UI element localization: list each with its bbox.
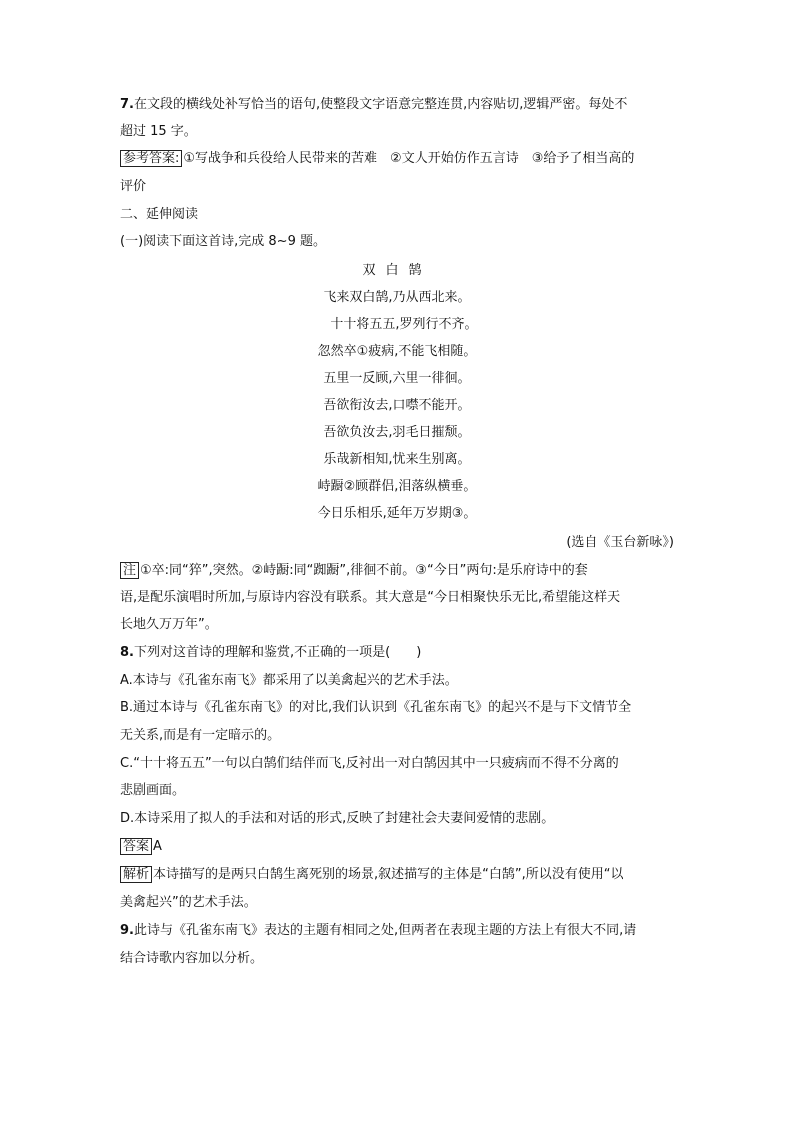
q8-number: 8.	[120, 645, 134, 660]
section-heading: 二、延伸阅读	[120, 207, 199, 222]
poem-line: 飞来双白鹄,乃从西北来。	[323, 290, 471, 305]
notes-line1	[120, 562, 680, 580]
q7-answer-line1	[120, 150, 680, 168]
q7-stem-line2: 超过 15 字。	[120, 124, 197, 139]
q7-number: 7.	[120, 97, 134, 112]
q8-stem-text: 下列对这首诗的理解和鉴赏,不正确的一项是( )	[133, 645, 422, 660]
reading-instruction: (一)阅读下面这首诗,完成 8~9 题。	[120, 234, 326, 249]
q8-analysis-line1	[120, 866, 680, 884]
poem-line: 乐哉新相知,忧来生别离。	[323, 452, 471, 467]
poem-source: (选自《玉台新咏》)	[566, 535, 674, 550]
q9-number: 9.	[120, 923, 134, 938]
analysis-text-line1: 本诗描写的是两只白鹄生离死别的场景,叙述描写的主体是“白鹄”,所以没有使用“以	[153, 867, 624, 882]
q7-answer-text-line1: ①写战争和兵役给人民带来的苦难 ②文人开始仿作五言诗 ③给予了相当高的	[183, 151, 635, 166]
notes-label: 注	[120, 562, 139, 579]
q8-analysis-line2: 美禽起兴”的艺术手法。	[120, 895, 257, 910]
q8-option-c-line1: C.“十十将五五”一句以白鹄们结伴而飞,反衬出一对白鹄因其中一只疲病而不得不分离的	[120, 756, 619, 771]
notes-text-line2: 语,是配乐演唱时所加,与原诗内容没有联系。其大意是“今日相聚快乐无比,希望能这样天	[120, 590, 621, 605]
q8-stem	[120, 644, 680, 662]
q7-answer-line2: 评价	[120, 179, 147, 194]
q9-stem-line2: 结合诗歌内容加以分析。	[120, 951, 264, 966]
q8-option-a: A.本诗与《孔雀东南飞》都采用了以美禽起兴的艺术手法。	[120, 673, 458, 688]
q8-answer	[120, 838, 680, 856]
reference-answer-label: 参考答案:	[120, 150, 182, 167]
q8-option-c-line2: 悲剧画面。	[120, 783, 186, 798]
poem-line: 吾欲负汝去,羽毛日摧颓。	[323, 425, 471, 440]
poem-line: 峙蹰②顾群侣,泪落纵横垂。	[317, 479, 477, 494]
q7-stem-line1: 在文段的横线处补写恰当的语句,使整段文字语意完整连贯,内容贴切,逻辑严密。每处不	[133, 97, 628, 112]
q8-option-b-line2: 无关系,而是有一定暗示的。	[120, 728, 281, 743]
notes-text-line1: ①卒:同“猝”,突然。②峙蹰:同“踟蹰”,徘徊不前。③“今日”两句:是乐府诗中的套	[140, 563, 588, 578]
answer-label: 答案	[120, 838, 152, 855]
q9-line1	[120, 922, 680, 940]
analysis-label: 解析	[120, 866, 152, 883]
answer-value: A	[153, 839, 162, 854]
poem-line: 忽然卒①疲病,不能飞相随。	[317, 344, 477, 359]
poem-line: 吾欲衔汝去,口噤不能开。	[323, 398, 471, 413]
poem-line: 今日乐相乐,延年万岁期③。	[317, 506, 477, 521]
q9-stem-line1: 此诗与《孔雀东南飞》表达的主题有相同之处,但两者在表现主题的方法上有很大不同,请	[133, 923, 637, 938]
poem-line: 十十将五五,罗列行不齐。	[330, 317, 478, 332]
q7-line1	[120, 96, 680, 114]
poem-title: 双白鹄	[362, 263, 432, 278]
q8-option-b-line1: B.通过本诗与《孔雀东南飞》的对比,我们认识到《孔雀东南飞》的起兴不是与下文情节全	[120, 700, 632, 715]
notes-text-line3: 长地久万万年”。	[120, 617, 218, 632]
q8-option-d: D.本诗采用了拟人的手法和对话的形式,反映了封建社会夫妻间爱情的悲剧。	[120, 811, 555, 826]
poem-line: 五里一反顾,六里一徘徊。	[323, 371, 471, 386]
